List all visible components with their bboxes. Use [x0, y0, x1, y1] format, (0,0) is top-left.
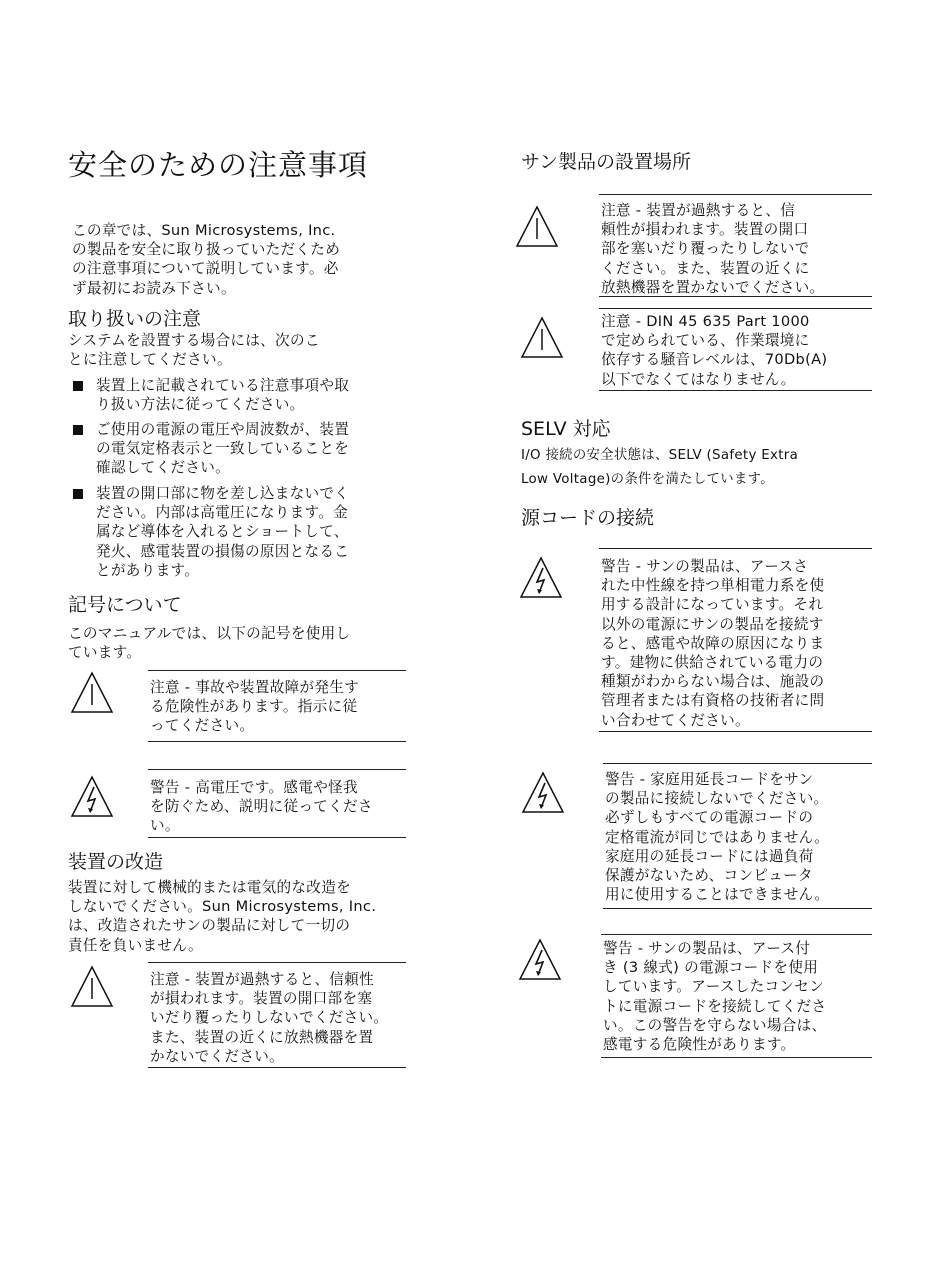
- notice-rule: [599, 296, 872, 297]
- selv-line: I/O 接続の安全状態は、SELV (Safety Extra: [521, 448, 799, 463]
- intro-line: の注意事項について説明しています。必: [72, 260, 339, 278]
- notice-line: 注意 - DIN 45 635 Part 1000: [601, 313, 810, 330]
- notice-line: い。: [150, 817, 180, 835]
- notice-line: ってください。: [150, 717, 255, 735]
- notice-line: 以外の電源にサンの製品を接続す: [601, 615, 824, 633]
- notice-rule: [599, 308, 872, 309]
- modification-intro: [68, 878, 376, 955]
- high-voltage-warning-icon: [521, 770, 565, 814]
- warning-notice: [603, 939, 826, 1054]
- bullet-item: [73, 420, 349, 478]
- intro-line: の製品を安全に取り扱っていただくため: [72, 241, 341, 259]
- notice-rule: [148, 837, 406, 838]
- notice-line: い合わせてください。: [601, 711, 750, 729]
- handling-intro-line: とに注意してください。: [68, 351, 232, 369]
- notice-line: が損われます。装置の開口部を塞: [150, 990, 373, 1008]
- notice-line: を防ぐため、説明に従ってくださ: [150, 798, 373, 816]
- notice-line: い。この警告を守らない場合は、: [603, 1016, 827, 1034]
- placement-heading: サン製品の設置場所: [521, 151, 692, 173]
- bullet-line: 確認してください。: [96, 459, 231, 477]
- notice-line: 家庭用の延長コードには過負荷: [605, 847, 814, 865]
- notice-line: 部を塞いだり覆ったりしないで: [601, 240, 810, 258]
- caution-notice: [150, 970, 388, 1066]
- notice-line: ください。また、装置の近くに: [601, 259, 810, 277]
- selv-heading: SELV 対応: [521, 418, 611, 440]
- notice-line: 保護がないため、コンピュータ: [605, 867, 813, 885]
- notice-line: す。建物に供給されている電力の: [601, 654, 824, 672]
- notice-line: の製品に接続しないでください。: [605, 790, 829, 808]
- caution-notice: [601, 312, 827, 389]
- intro-line: ず最初にお読み下さい。: [72, 279, 236, 297]
- notice-rule: [599, 390, 872, 391]
- notice-line: 注意 - 装置が過熱すると、信: [601, 202, 796, 219]
- high-voltage-warning-icon: [519, 555, 563, 599]
- notice-line: トに電源コードを接続してくださ: [603, 997, 827, 1015]
- bullet-item: [73, 376, 349, 414]
- notice-rule: [148, 670, 406, 671]
- notice-rule: [601, 934, 872, 935]
- notice-line: 用する設計になっています。それ: [601, 596, 824, 614]
- notice-rule: [599, 194, 872, 195]
- notice-line: 定格電流が同じではありません。: [605, 828, 830, 846]
- modification-line: 装置に対して機械的または電気的な改造を: [68, 879, 351, 896]
- bullet-line: 装置上に記載されている注意事項や取: [96, 377, 350, 394]
- notice-line: 頼性が損われます。装置の開口: [601, 221, 809, 239]
- notice-line: 必ずしもすべての電源コードの: [605, 809, 814, 827]
- notice-line: 警告 - サンの製品は、アース付: [603, 940, 811, 957]
- modification-heading: 装置の改造: [68, 851, 164, 873]
- notice-line: しています。アースしたコンセン: [603, 978, 825, 996]
- notice-line: かないでください。: [150, 1047, 285, 1065]
- bullet-item: [73, 484, 349, 580]
- modification-line: は、改造されたサンの製品に対して一切の: [68, 917, 351, 935]
- notice-line: 放熱機器を置かないでください。: [601, 278, 825, 296]
- selv-text: [521, 444, 798, 492]
- high-voltage-warning-icon: [70, 774, 114, 818]
- bullet-line: 発火、感電装置の損傷の原因となるこ: [96, 542, 350, 560]
- notice-line: また、装置の近くに放熱機器を置: [150, 1028, 374, 1046]
- caution-triangle-icon: [520, 315, 564, 359]
- notice-rule: [148, 1067, 406, 1068]
- high-voltage-warning-icon: [518, 937, 562, 981]
- notice-line: で定められている、作業環境に: [601, 332, 810, 350]
- caution-triangle-icon: [70, 670, 114, 714]
- notice-line: れた中性線を持つ単相電力系を使: [601, 577, 825, 595]
- bullet-line: 装置の開口部に物を差し込まないでく: [96, 485, 350, 502]
- caution-triangle-icon: [515, 204, 559, 248]
- handling-intro-line: システムを設置する場合には、次のこ: [68, 332, 320, 349]
- bullet-line: の電気定格表示と一致していることを: [96, 440, 350, 458]
- notice-line: 警告 - 家庭用延長コードをサン: [605, 771, 814, 788]
- bullet-line: ご使用の電源の電圧や周波数が、装置: [96, 421, 350, 438]
- notice-line: ると、感電や故障の原因になりま: [601, 634, 825, 652]
- notice-line: 以下でなくてはなりません。: [601, 370, 796, 388]
- notice-rule: [599, 548, 872, 549]
- warning-notice: [601, 557, 824, 730]
- selv-line: Low Voltage)の条件を満たしています。: [521, 472, 774, 487]
- warning-notice: [150, 778, 373, 836]
- bullet-line: り扱い方法に従ってください。: [96, 396, 305, 414]
- notice-rule: [148, 962, 406, 963]
- notice-line: る危険性があります。指示に従: [150, 698, 358, 716]
- bullet-line: ださい。内部は高電圧になります。金: [96, 504, 349, 522]
- notice-line: 用に使用することはできません。: [605, 886, 830, 904]
- notice-rule: [603, 763, 872, 764]
- notice-line: 警告 - サンの製品は、アースさ: [601, 558, 809, 575]
- symbols-intro-line: このマニュアルでは、以下の記号を使用し: [68, 625, 351, 642]
- notice-rule: [148, 769, 406, 770]
- notice-line: 警告 - 高電圧です。感電や怪我: [150, 779, 358, 796]
- notice-line: 注意 - 事故や装置故障が発生す: [150, 679, 360, 696]
- bullet-square-icon: [73, 489, 83, 499]
- modification-line: しないでください。Sun Microsystems, Inc.: [68, 898, 377, 916]
- notice-line: 依存する騒音レベルは、70Db(A): [601, 351, 828, 369]
- caution-notice: [150, 678, 359, 736]
- caution-triangle-icon: [70, 964, 114, 1008]
- power-heading: 源コードの接続: [521, 507, 655, 529]
- caution-notice: [601, 201, 824, 297]
- notice-line: 感電する危険性があります。: [603, 1036, 796, 1054]
- page-title: 安全のための注意事項: [68, 148, 369, 182]
- bullet-line: とがあります。: [96, 561, 200, 579]
- notice-rule: [148, 741, 406, 742]
- notice-rule: [599, 731, 872, 732]
- handling-intro: [68, 331, 320, 369]
- bullet-square-icon: [73, 425, 83, 435]
- notice-rule: [601, 1057, 872, 1058]
- symbols-intro-line: ています。: [68, 644, 142, 662]
- modification-line: 責任を負いません。: [68, 936, 203, 954]
- bullet-line: 属など導体を入れるとショートして、: [96, 523, 349, 541]
- symbols-heading: 記号について: [68, 594, 182, 616]
- symbols-intro: [68, 624, 350, 662]
- notice-line: 管理者または有資格の技術者に問: [601, 692, 825, 710]
- intro-paragraph: [72, 221, 340, 298]
- intro-line: この章では、Sun Microsystems, Inc.: [72, 222, 336, 239]
- notice-line: 種類がわからない場合は、施設の: [601, 673, 825, 691]
- warning-notice: [605, 770, 829, 904]
- notice-line: 注意 - 装置が過熱すると、信頼性: [150, 971, 374, 988]
- notice-line: いだり覆ったりしないでください。: [150, 1009, 389, 1027]
- notice-rule: [603, 908, 872, 909]
- bullet-square-icon: [73, 381, 83, 391]
- notice-line: き (3 線式) の電源コードを使用: [603, 959, 819, 977]
- handling-heading: 取り扱いの注意: [68, 308, 202, 330]
